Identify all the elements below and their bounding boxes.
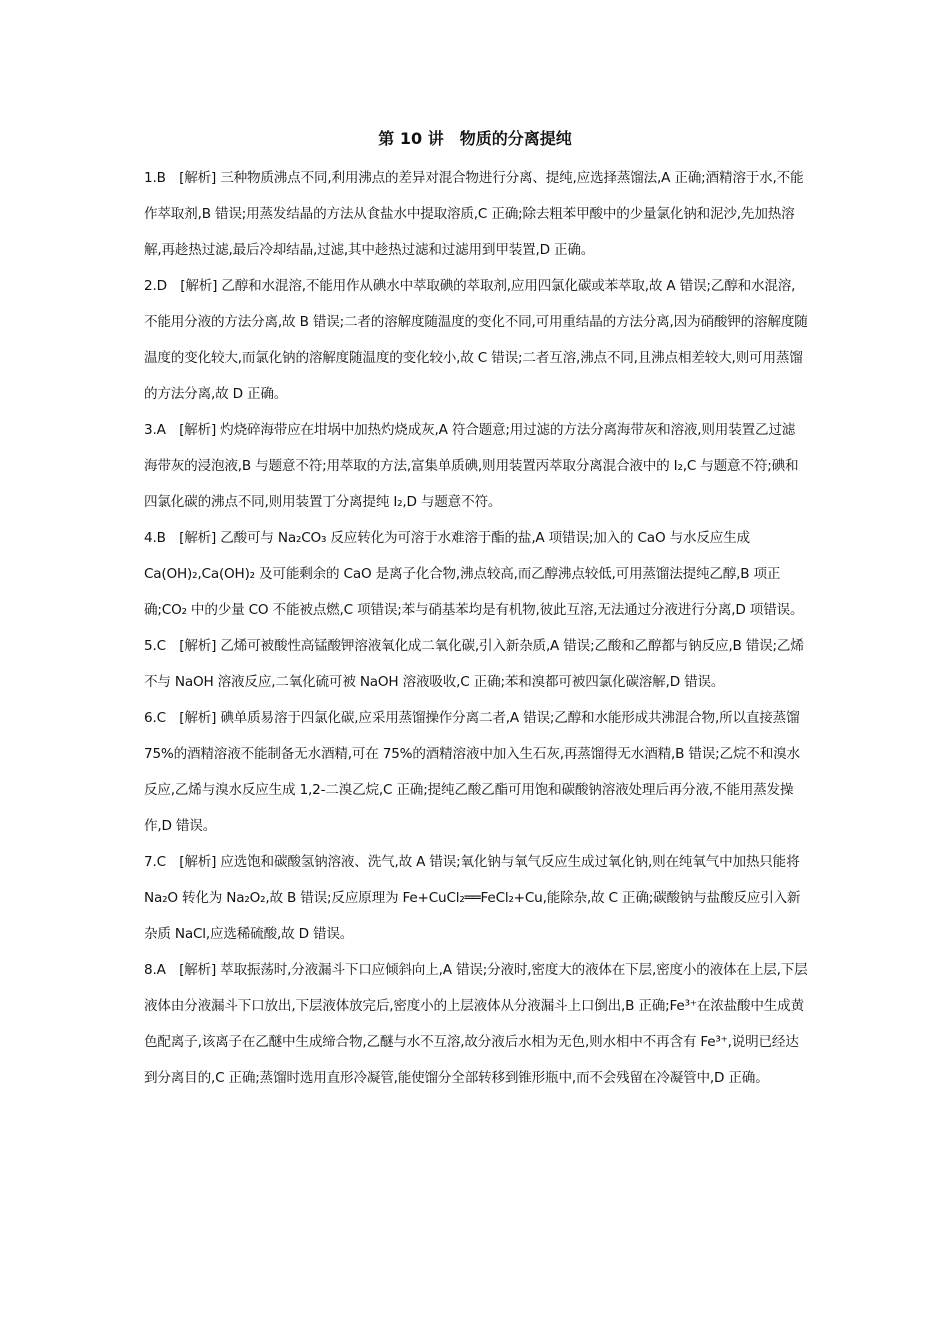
answer-item-2: 2.D [解析] 乙醇和水混溶,不能用作从碘水中萃取碘的萃取剂,应用四氯化碳或苯萃取,故 A 错误;乙醇和水混溶,不能用分液的方法分离,故 B 错误;二者的溶解度随温度的变化不同,可用重结晶的方法分离,因为硝酸钾的溶解度随温度的变化较大,而氯化钠的溶解度随温度的变化较小,故 C 错误;二者互溶,沸点不同,且沸点相差较大,则可用蒸馏的方法分离,故 D 正确。 — [144, 278, 808, 402]
answer-item-1: 1.B [解析] 三种物质沸点不同,利用沸点的差异对混合物进行分离、提纯,应选择蒸馏法,A 正确;酒精溶于水,不能作萃取剂,B 错误;用蒸发结晶的方法从食盐水中提取溶质,C 正确;除去粗苯甲酸中的少量氯化钠和泥沙,先加热溶解,再趁热过滤,最后冷却结晶,过滤,其中趁热过滤和过滤用到甲装置,D 正确。 — [144, 170, 804, 258]
answer-item-8: 8.A [解析] 萃取振荡时,分液漏斗下口应倾斜向上,A 错误;分液时,密度大的液体在下层,密度小的液体在上层,下层液体由分液漏斗下口放出,下层液体放完后,密度小的上层液体从分液漏斗上口倒出,B 正确;Fe³⁺在浓盐酸中生成黄色配离子,该离子在乙醚中生成缔合物,乙醚与水不互溶,故分液后水相为无色,则水相中不再含有 Fe³⁺,说明已经达到分离目的,C 正确;蒸馏时选用直形冷凝管,能使馏分全部转移到锥形瓶中,而不会残留在冷凝管中,D 正确。 — [144, 962, 808, 1086]
answer-item-6: 6.C [解析] 碘单质易溶于四氯化碳,应采用蒸馏操作分离二者,A 错误;乙醇和水能形成共沸混合物,所以直接蒸馏 75%的酒精溶液不能制备无水酒精,可在 75%的酒精溶液中加入生石灰,再蒸馏得无水酒精,B 错误;乙烷不和溴水反应,乙烯与溴水反应生成 1,2-二溴乙烷,C 正确;提纯乙酸乙酯可用饱和碳酸钠溶液处理后再分液,不能用蒸发操作,D 错误。 — [144, 710, 800, 834]
answer-item-7: 7.C [解析] 应选饱和碳酸氢钠溶液、洗气,故 A 错误;氧化钠与氧气反应生成过氧化钠,则在纯氧气中加热只能将 Na₂O 转化为 Na₂O₂,故 B 错误;反应原理为 Fe+CuCl₂══FeCl₂+Cu,能除杂,故 C 正确;碳酸钠与盐酸反应引入新杂质 NaCl,应选稀硫酸,故 D 错误。 — [144, 854, 801, 942]
answer-list — [144, 160, 808, 1096]
answer-item-3: 3.A [解析] 灼烧碎海带应在坩埚中加热灼烧成灰,A 符合题意;用过滤的方法分离海带灰和溶液,则用装置乙过滤海带灰的浸泡液,B 与题意不符;用萃取的方法,富集单质碘,则用装置丙萃取分离混合液中的 I₂,C 与题意不符;碘和四氯化碳的沸点不同,则用装置丁分离提纯 I₂,D 与题意不符。 — [144, 422, 799, 510]
answer-item-5: 5.C [解析] 乙烯可被酸性高锰酸钾溶液氧化成二氧化碳,引入新杂质,A 错误;乙酸和乙醇都与钠反应,B 错误;乙烯不与 NaOH 溶液反应,二氧化硫可被 NaOH 溶液吸收,C 正确;苯和溴都可被四氯化碳溶解,D 错误。 — [144, 638, 804, 690]
answer-item-4: 4.B [解析] 乙酸可与 Na₂CO₃ 反应转化为可溶于水难溶于酯的盐,A 项错误;加入的 CaO 与水反应生成 Ca(OH)₂,Ca(OH)₂ 及可能剩余的 CaO 是离子化合物,沸点较高,而乙醇沸点较低,可用蒸馏法提纯乙醇,B 项正确;CO₂ 中的少量 CO 不能被点燃,C 项错误;苯与硝基苯均是有机物,彼此互溶,无法通过分液进行分离,D 项错误。 — [144, 530, 804, 618]
page-title: 第 10 讲 物质的分离提纯 — [378, 129, 572, 148]
